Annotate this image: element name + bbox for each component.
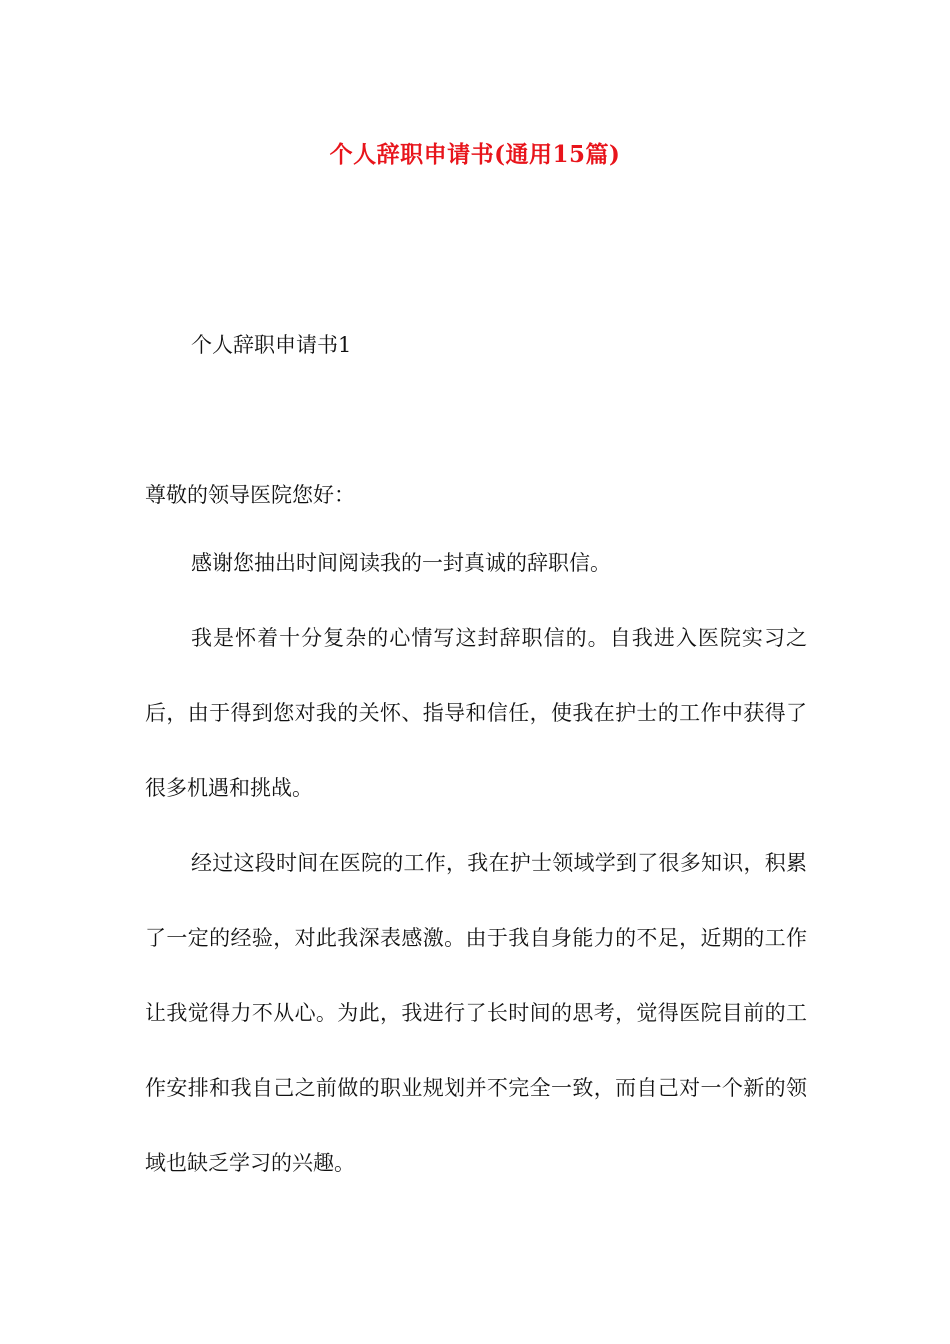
paragraph-1: 感谢您抽出时间阅读我的一封真诚的辞职信。 <box>191 551 611 575</box>
paragraph-2: 我是怀着十分复杂的心情写这封辞职信的。自我进入医院实习之后，由于得到您对我的关怀、指导和信任，使我在护士的工作中获得了很多机遇和挑战。 <box>145 626 807 800</box>
document-title: 个人辞职申请书(通用15篇) <box>329 141 621 168</box>
paragraph-3: 经过这段时间在医院的工作，我在护士领域学到了很多知识，积累了一定的经验，对此我深表感激。由于我自身能力的不足，近期的工作让我觉得力不从心。为此，我进行了长时间的思考，觉得医院目前的工作安排和我自己之前做的职业规划并不完全一致，而自己对一个新的领域也缺乏学习的兴趣。 <box>145 851 807 1175</box>
salutation: 尊敬的领导医院您好： <box>145 483 355 507</box>
section-heading: 个人辞职申请书1 <box>191 333 352 357</box>
